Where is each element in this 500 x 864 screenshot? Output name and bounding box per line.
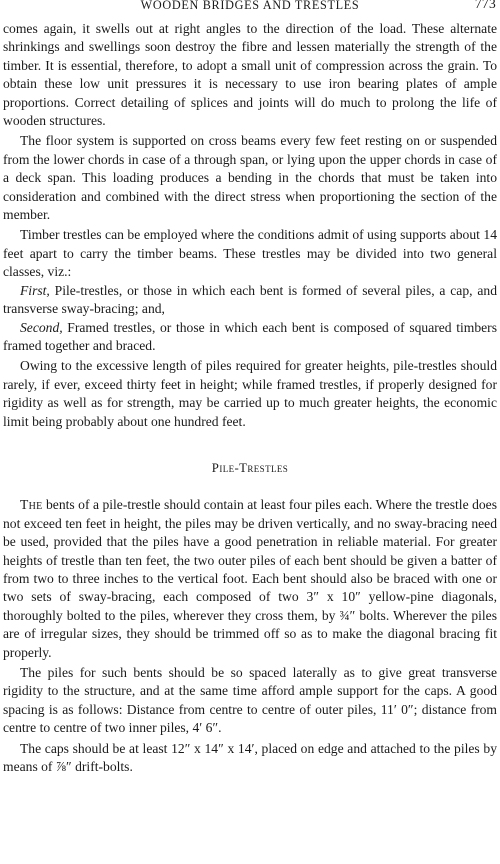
class-item-second xyxy=(3,319,497,356)
section-paragraph-spacing: The piles for such bents should be so spaced laterally as to give great transverse rigidity to the structure, and at the same time afford ample support for the caps. A good spacing is as follows: Distance from centre to centre of outer piles, 11′ 0″; distance from centre to centre of two inner piles, 4′ 6″. xyxy=(3,665,497,736)
paragraph-heights: Owing to the excessive length of piles required for greater heights, pile-trestles should rarely, if ever, exceed thirty feet in height; while framed trestles, if properly designed for rigidity as well as for strength, may be carried up to much greater heights, the economic limit being probably about one hundred feet. xyxy=(3,358,497,429)
paragraph-timber-trestles: Timber trestles can be employed where the conditions admit of using supports about 14 feet apart to carry the timber beams. These trestles may be divided into two general classes, viz.: xyxy=(3,227,497,280)
class-item-first xyxy=(3,282,497,319)
lead-word: The xyxy=(20,497,43,513)
paragraph-text: bents of a pile-trestle should contain at least four piles each. Where the trestle does not exceed ten feet in height, the piles may be driven vertically, and no sway-bracing need be used, provided that the piles have a good penetration in reliable material. For greater heights of trestle than ten feet, the two outer piles of each bent should be given a batter of from two to three inches to the vertical foot. Each bent should also be braced with one or two sets of sway-bracing, each composed of two 3″ x 10″ yellow-pine diagonals, thoroughly bolted to the piles, wherever they cross them, by ¾″ bolts. Wherever the piles are of irregular sizes, they should be trimmed off so as to make the diagonal bracing fit properly. xyxy=(3,497,497,660)
section-paragraph-bents xyxy=(3,496,497,662)
running-head-title: WOODEN BRIDGES AND TRESTLES xyxy=(140,0,360,12)
section-paragraph-caps: The caps should be at least 12″ x 14″ x 14′, placed on edge and attached to the piles by means of ⅞″ drift-bolts. xyxy=(3,740,497,775)
section-heading: Pile-Trestles xyxy=(211,460,289,475)
paragraph-floor-system: The floor system is supported on cross beams every few feet resting on or suspended from the lower chords in case of a through span, or lying upon the upper chords in case of a deck span. This loading produces a bending in the chords that must be taken into consideration and combined with the direct stress when proportioning the section of the member. xyxy=(3,133,497,223)
class-text: Pile-trestles, or those in which each bent is formed of several piles, a cap, and transverse sway-bracing; and, xyxy=(3,282,497,317)
running-head xyxy=(3,0,497,20)
class-ordinal: Second, xyxy=(20,319,63,335)
page-number: 773 xyxy=(474,0,496,11)
class-text: Framed trestles, or those in which each bent is composed of squared timbers framed together and braced. xyxy=(3,319,497,353)
class-ordinal: First, xyxy=(20,282,50,298)
paragraph-continued: comes again, it swells out at right angles to the direction of the load. These alternate shrinkings and swellings soon destroy the fibre and lessen materially the strength of the timber. It is essential, therefore, to adopt a small unit of compression across the grain. To obtain these low unit pressures it is necessary to use iron bearing plates of ample proportions. Correct detailing of splices and joints will do much to prolong the life of wooden structures. xyxy=(3,21,497,129)
